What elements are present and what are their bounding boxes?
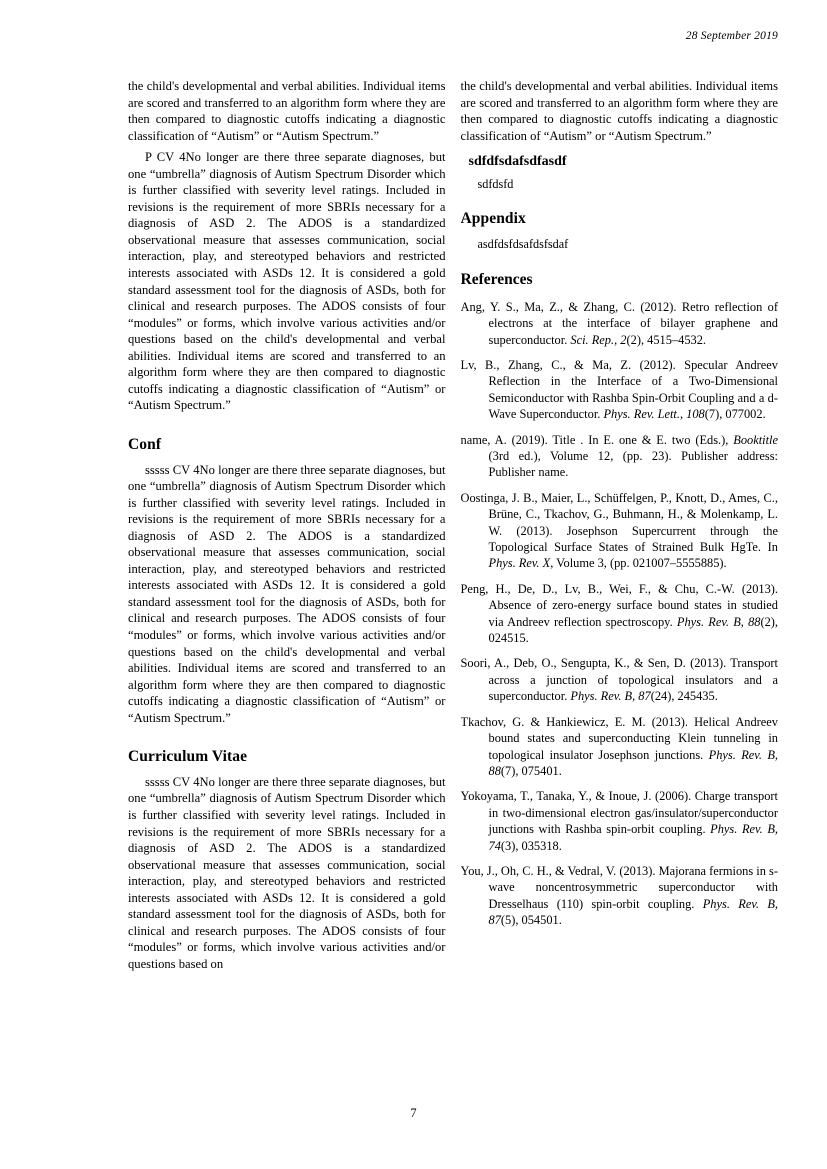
page-number: 7 (410, 1106, 417, 1120)
reference-text: (3rd ed.), Volume 12, (pp. 23). Publisher address: Publisher name. (488, 449, 778, 480)
section-heading-appendix: Appendix (460, 210, 526, 228)
section-heading-references: References (460, 271, 533, 289)
section-heading-conf: Conf (128, 435, 162, 453)
reference-text: (3), 035318. (500, 838, 562, 853)
reference-text: You, J., Oh, C. H., & Vedral, V. (2013). Majorana fermions in s-wave noncentrosymmetric superconductor with Dresselhaus (110) spin-orbit coupling. (460, 863, 778, 911)
reference-text: Peng, H., De, D., Lv, B., Wei, F., & Chu, C.-W. (2013). Absence of zero-energy surface bound states in studied via Andreev reflection spectroscopy. (460, 581, 778, 629)
reference-text: Soori, A., Deb, O., Sengupta, K., & Sen, D. (2013). Transport across a junction of topological insulators and a superconductor. (460, 656, 778, 704)
running-head-date: 28 September 2019 (685, 30, 778, 42)
reference-source-italic: Phys. Rev. B, 88 (488, 747, 778, 778)
reference-entry (461, 432, 779, 481)
reference-text: (2), 4515–4532. (626, 332, 706, 347)
right-column (461, 78, 779, 1078)
reference-text: Lv, B., Zhang, C., & Ma, Z. (2012). Specular Andreev Reflection in the Interface of a Two-Dimensional Semiconductor with Rashba Spin-Orbit Coupling and a d-Wave Superconductor. (460, 357, 778, 422)
paragraph-continued-right: the child's developmental and verbal abilities. Individual items are scored and transferred to an algorithm form where they are then compared to diagnostic cutoffs indicating a diagnostic classification of “Autism” or “Autism Spectrum.” (460, 79, 778, 143)
reference-text: (7), 077002. (704, 407, 766, 422)
two-column-body (128, 78, 778, 1078)
reference-text: (24), 245435. (650, 689, 718, 704)
section-heading-curriculum-vitae: Curriculum Vitae (128, 748, 248, 766)
reference-entry (461, 655, 779, 704)
reference-text: , Volume 3, (pp. 021007–5555885). (550, 556, 727, 571)
appendix-body: asdfdsfdsafdsfsdaf (477, 236, 569, 251)
reference-text: Yokoyama, T., Tanaka, Y., & Inoue, J. (2006). Charge transport in two-dimensional electron gas/insulator/superconductor junctions with Rashba spin-orbit coupling. (460, 789, 778, 837)
paragraph-continued: the child's developmental and verbal abilities. Individual items are scored and transferred to an algorithm form where they are then compared to diagnostic cutoffs indicating a diagnostic classification of “Autism” or “Autism Spectrum.” (128, 79, 446, 143)
reference-source-italic: Phys. Rev. B, 87 (570, 689, 651, 704)
reference-text: (2), 024515. (488, 614, 778, 646)
reference-source-italic: Phys. Rev. B, 74 (488, 822, 778, 853)
reference-list (461, 299, 779, 929)
reference-source-italic: Phys. Rev. Lett., 108 (603, 407, 705, 422)
reference-entry (461, 863, 779, 929)
reference-entry (461, 581, 779, 647)
reference-entry (461, 788, 779, 854)
reference-text: name, A. (2019). Title . In E. one & E. two (Eds.), (460, 432, 734, 447)
left-column (128, 78, 446, 1078)
reference-entry (461, 299, 779, 348)
reference-source-italic: Booktitle (733, 432, 778, 447)
section-cv-paragraph: sssss CV 4No longer are there three separate diagnoses, but one “umbrella” diagnosis of Autism Spectrum Disorder which is further classified with severity level ratings. Included in revisions is the requirement of more SBRIs necessary for a diagnosis of ASD 2. The ADOS is a standardized observational measure that assesses communication, social interaction, play, and stereotyped behaviors and restricted interests associated with ASDs 12. It is considered a gold standard assessment tool for the diagnosis of ASDs, both for clinical and research purposes. The ADOS consists of four “modules” or forms, which involve various activities and/or questions based on (128, 774, 446, 971)
reference-source-italic: Phys. Rev. B, 88 (676, 614, 761, 629)
reference-source-italic: Phys. Rev. X (488, 556, 551, 571)
reference-text: Tkachov, G. & Hankiewicz, E. M. (2013). Helical Andreev bound states and superconducting Klein tunneling in topological insulator Josephson junctions. (460, 714, 778, 762)
reference-source-italic: Phys. Rev. B, 87 (488, 896, 778, 928)
reference-entry (461, 357, 779, 423)
reference-text: Oostinga, J. B., Maier, L., Schüffelgen, P., Knott, D., Ames, C., Brüne, C., Tkachov, G., Buhmann, H., & Molenkamp, L. W. (2013). Josephson Supercurrent through the Topological Surface States of Strained Bulk HgTe. In (460, 490, 778, 555)
reference-text: (7), 075401. (500, 763, 562, 778)
subsection-body-sdfdsfd: sdfdsfd (477, 176, 514, 191)
reference-source-italic: Sci. Rep., 2 (570, 332, 627, 347)
reference-entry (461, 714, 779, 780)
paragraph-pcv: P CV 4No longer are there three separate diagnoses, but one “umbrella” diagnosis of Autism Spectrum Disorder which is further classified with severity level ratings. Included in revisions is the requirement of more SBRIs necessary for a diagnosis of ASD 2. The ADOS is a standardized observational measure that assesses communication, social interaction, play, and stereotyped behaviors and restricted interests associated with ASDs 12. It is considered a gold standard assessment tool for the diagnosis of ASDs, both for clinical and research purposes. The ADOS consists of four “modules” or forms, which involve various activities and/or questions based on the child's developmental and verbal abilities. Individual items are scored and transferred to an algorithm form where they are then compared to diagnostic cutoffs indicating a diagnostic classification of “Autism” or “Autism Spectrum.” (128, 150, 446, 413)
reference-text: Ang, Y. S., Ma, Z., & Zhang, C. (2012). Retro reflection of electrons at the interface of bilayer graphene and superconductor. (460, 299, 778, 347)
section-conf-paragraph: sssss CV 4No longer are there three separate diagnoses, but one “umbrella” diagnosis of Autism Spectrum Disorder which is further classified with severity level ratings. Included in revisions is the requirement of more SBRIs necessary for a diagnosis of ASD 2. The ADOS is a standardized observational measure that assesses communication, social interaction, play, and stereotyped behaviors and restricted interests associated with ASDs 12. It is considered a gold standard assessment tool for the diagnosis of ASDs, both for clinical and research purposes. The ADOS consists of four “modules” or forms, which involve various activities and/or questions based on the child's developmental and verbal abilities. Individual items are scored and transferred to an algorithm form where they are then compared to diagnostic cutoffs indicating a diagnostic classification of “Autism” or “Autism Spectrum.” (128, 462, 446, 725)
subsection-heading-sdfdfsdafsdfasdf: sdfdfsdafsdfasdf (468, 154, 567, 170)
reference-entry (461, 490, 779, 572)
reference-text: (5), 054501. (500, 913, 562, 928)
